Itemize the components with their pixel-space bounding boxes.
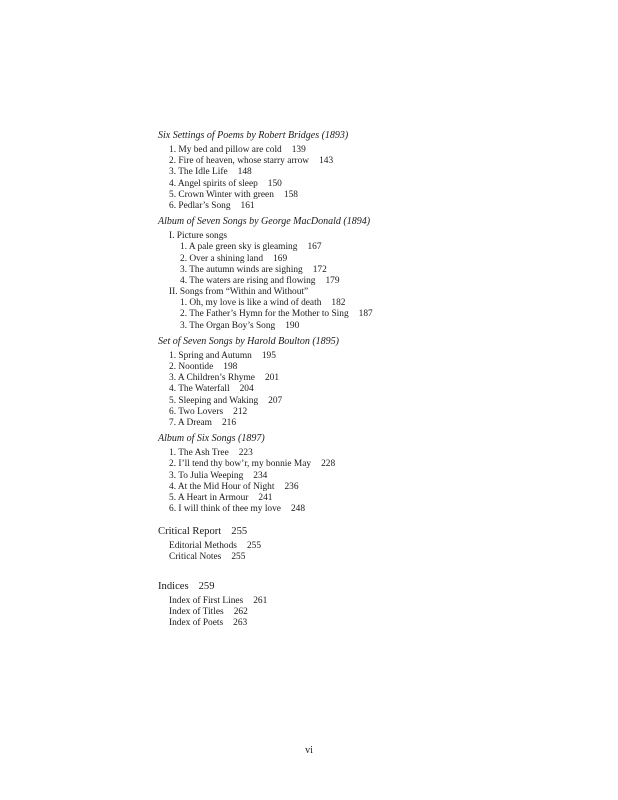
page-number: 198 [223,362,238,372]
page-number: 262 [233,606,248,617]
chapter-title: Indices [158,580,189,592]
toc-entry [180,265,588,276]
entry-title: 3. A Children’s Rhyme [169,373,255,384]
section-title: Album of Six Songs (1897) [158,433,265,445]
entry-title: 3. To Julia Weeping [169,470,244,481]
entry-title: 2. I’ll tend thy bow’r, my bonnie May [169,459,312,470]
toc-entry [169,493,588,504]
toc-entry [169,448,588,459]
entry-title: 3. The autumn winds are sighing [180,264,303,275]
chapter-heading [158,525,588,538]
entry-title: 6. Pedlar’s Song [169,200,231,211]
page-number: 143 [319,156,334,167]
page-number: 139 [291,145,306,155]
entry-title: 4. Angel spirits of sleep [169,178,258,189]
toc-entry [169,596,588,607]
toc-entry [180,309,588,320]
page-number: 248 [290,504,306,515]
section-title: Six Settings of Poems by Robert Bridges (1893) [158,130,349,141]
entry-title: 6. Two Lovers [169,406,224,417]
toc-entry [180,254,588,265]
toc-entry [169,407,588,418]
toc-entry [169,179,588,190]
toc-entry [169,541,588,552]
page-number: 255 [231,526,248,538]
toc-entry [169,201,588,212]
page-folio: vi [305,745,313,756]
entry-title: 2. Fire of heaven, whose starry arrow [169,156,310,167]
toc-entry [169,145,588,156]
page-number: 261 [253,595,268,606]
entry-title: Critical Notes [169,552,222,563]
page-number: 228 [321,459,336,470]
page-number: 201 [264,373,280,384]
group-label: I. Picture songs [169,231,228,242]
entry-title: 4. The Waterfall [169,384,230,395]
toc-entry [169,482,588,493]
toc-entry [180,321,588,332]
page-number: 223 [238,448,253,459]
page-number: 148 [237,167,252,178]
table-of-contents [158,130,588,629]
page-number: 255 [246,541,262,552]
toc-entry [169,167,588,178]
page-number: 236 [284,481,299,492]
entry-title: Editorial Methods [169,541,237,552]
chapter-title: Critical Report [158,526,222,538]
page-number: 172 [312,264,327,275]
entry-title: 1. Oh, my love is like a wind of death [180,298,322,309]
page-number: 179 [325,275,340,286]
page-number: 207 [268,395,283,406]
entry-title: 4. At the Mid Hour of Night [169,481,275,492]
entry-title: 5. A Heart in Armour [169,492,249,503]
entry-title: 2. Noontide [169,362,214,372]
toc-entry [169,607,588,618]
entry-title: 5. Sleeping and Waking [169,395,259,406]
toc-entry [169,504,588,515]
toc-entry [180,276,588,287]
entry-title: 1. The Ash Tree [169,448,229,459]
entry-title: 3. The Organ Boy’s Song [180,320,276,331]
section-title: Set of Seven Songs by Harold Boulton (1895) [158,335,339,347]
entry-title: Index of Titles [169,606,224,617]
entry-title: 2. The Father’s Hymn for the Mother to Sing [180,309,349,320]
toc-entry [169,552,588,563]
toc-entry [180,298,588,309]
toc-entry [169,351,588,362]
page-number: 150 [267,178,282,189]
entry-title: Index of First Lines [169,595,244,606]
group-label: II. Songs from “Within and Without” [169,287,309,298]
entry-title: 5. Crown Winter with green [169,189,274,200]
toc-entry [169,362,588,373]
toc-entry [169,384,588,395]
entry-title: 3. The Idle Life [169,167,228,178]
page-number: 182 [331,298,346,309]
page-number: 187 [358,309,373,320]
toc-entry [169,190,588,201]
page-number: 259 [198,580,215,592]
page-number: 161 [240,200,255,211]
entry-title: 1. Spring and Autumn [169,350,252,361]
toc-entry [169,471,588,482]
page-number: 234 [253,470,268,481]
toc-entry [169,618,588,629]
page-number: 204 [239,384,254,395]
page-number: 255 [231,552,246,563]
toc-entry [169,373,588,384]
entry-title: 4. The waters are rising and flowing [180,275,316,286]
page-number: 158 [283,189,298,200]
entry-title: 1. My bed and pillow are cold [169,145,282,155]
entry-title: 2. Over a shining land [180,253,264,264]
chapter-heading [158,580,588,593]
toc-entry [169,418,588,429]
page-number: 216 [221,417,237,428]
toc-entry [169,156,588,167]
page-number: 190 [285,320,300,331]
section-title: Album of Seven Songs by George MacDonald (1894) [158,216,371,228]
toc-entry [169,396,588,407]
page-number: 167 [307,242,322,253]
entry-title: Index of Poets [169,618,224,628]
entry-title: 6. I will think of thee my love [169,504,281,515]
toc-entry [180,242,588,253]
entry-title: 7. A Dream [169,417,212,428]
page-number: 169 [273,253,288,264]
entry-title: 1. A pale green sky is gleaming [180,242,298,253]
page-number: 241 [258,492,273,503]
page-number: 195 [261,350,276,361]
page-number: 212 [233,406,248,417]
page-number: 263 [233,618,248,628]
toc-entry [169,459,588,470]
